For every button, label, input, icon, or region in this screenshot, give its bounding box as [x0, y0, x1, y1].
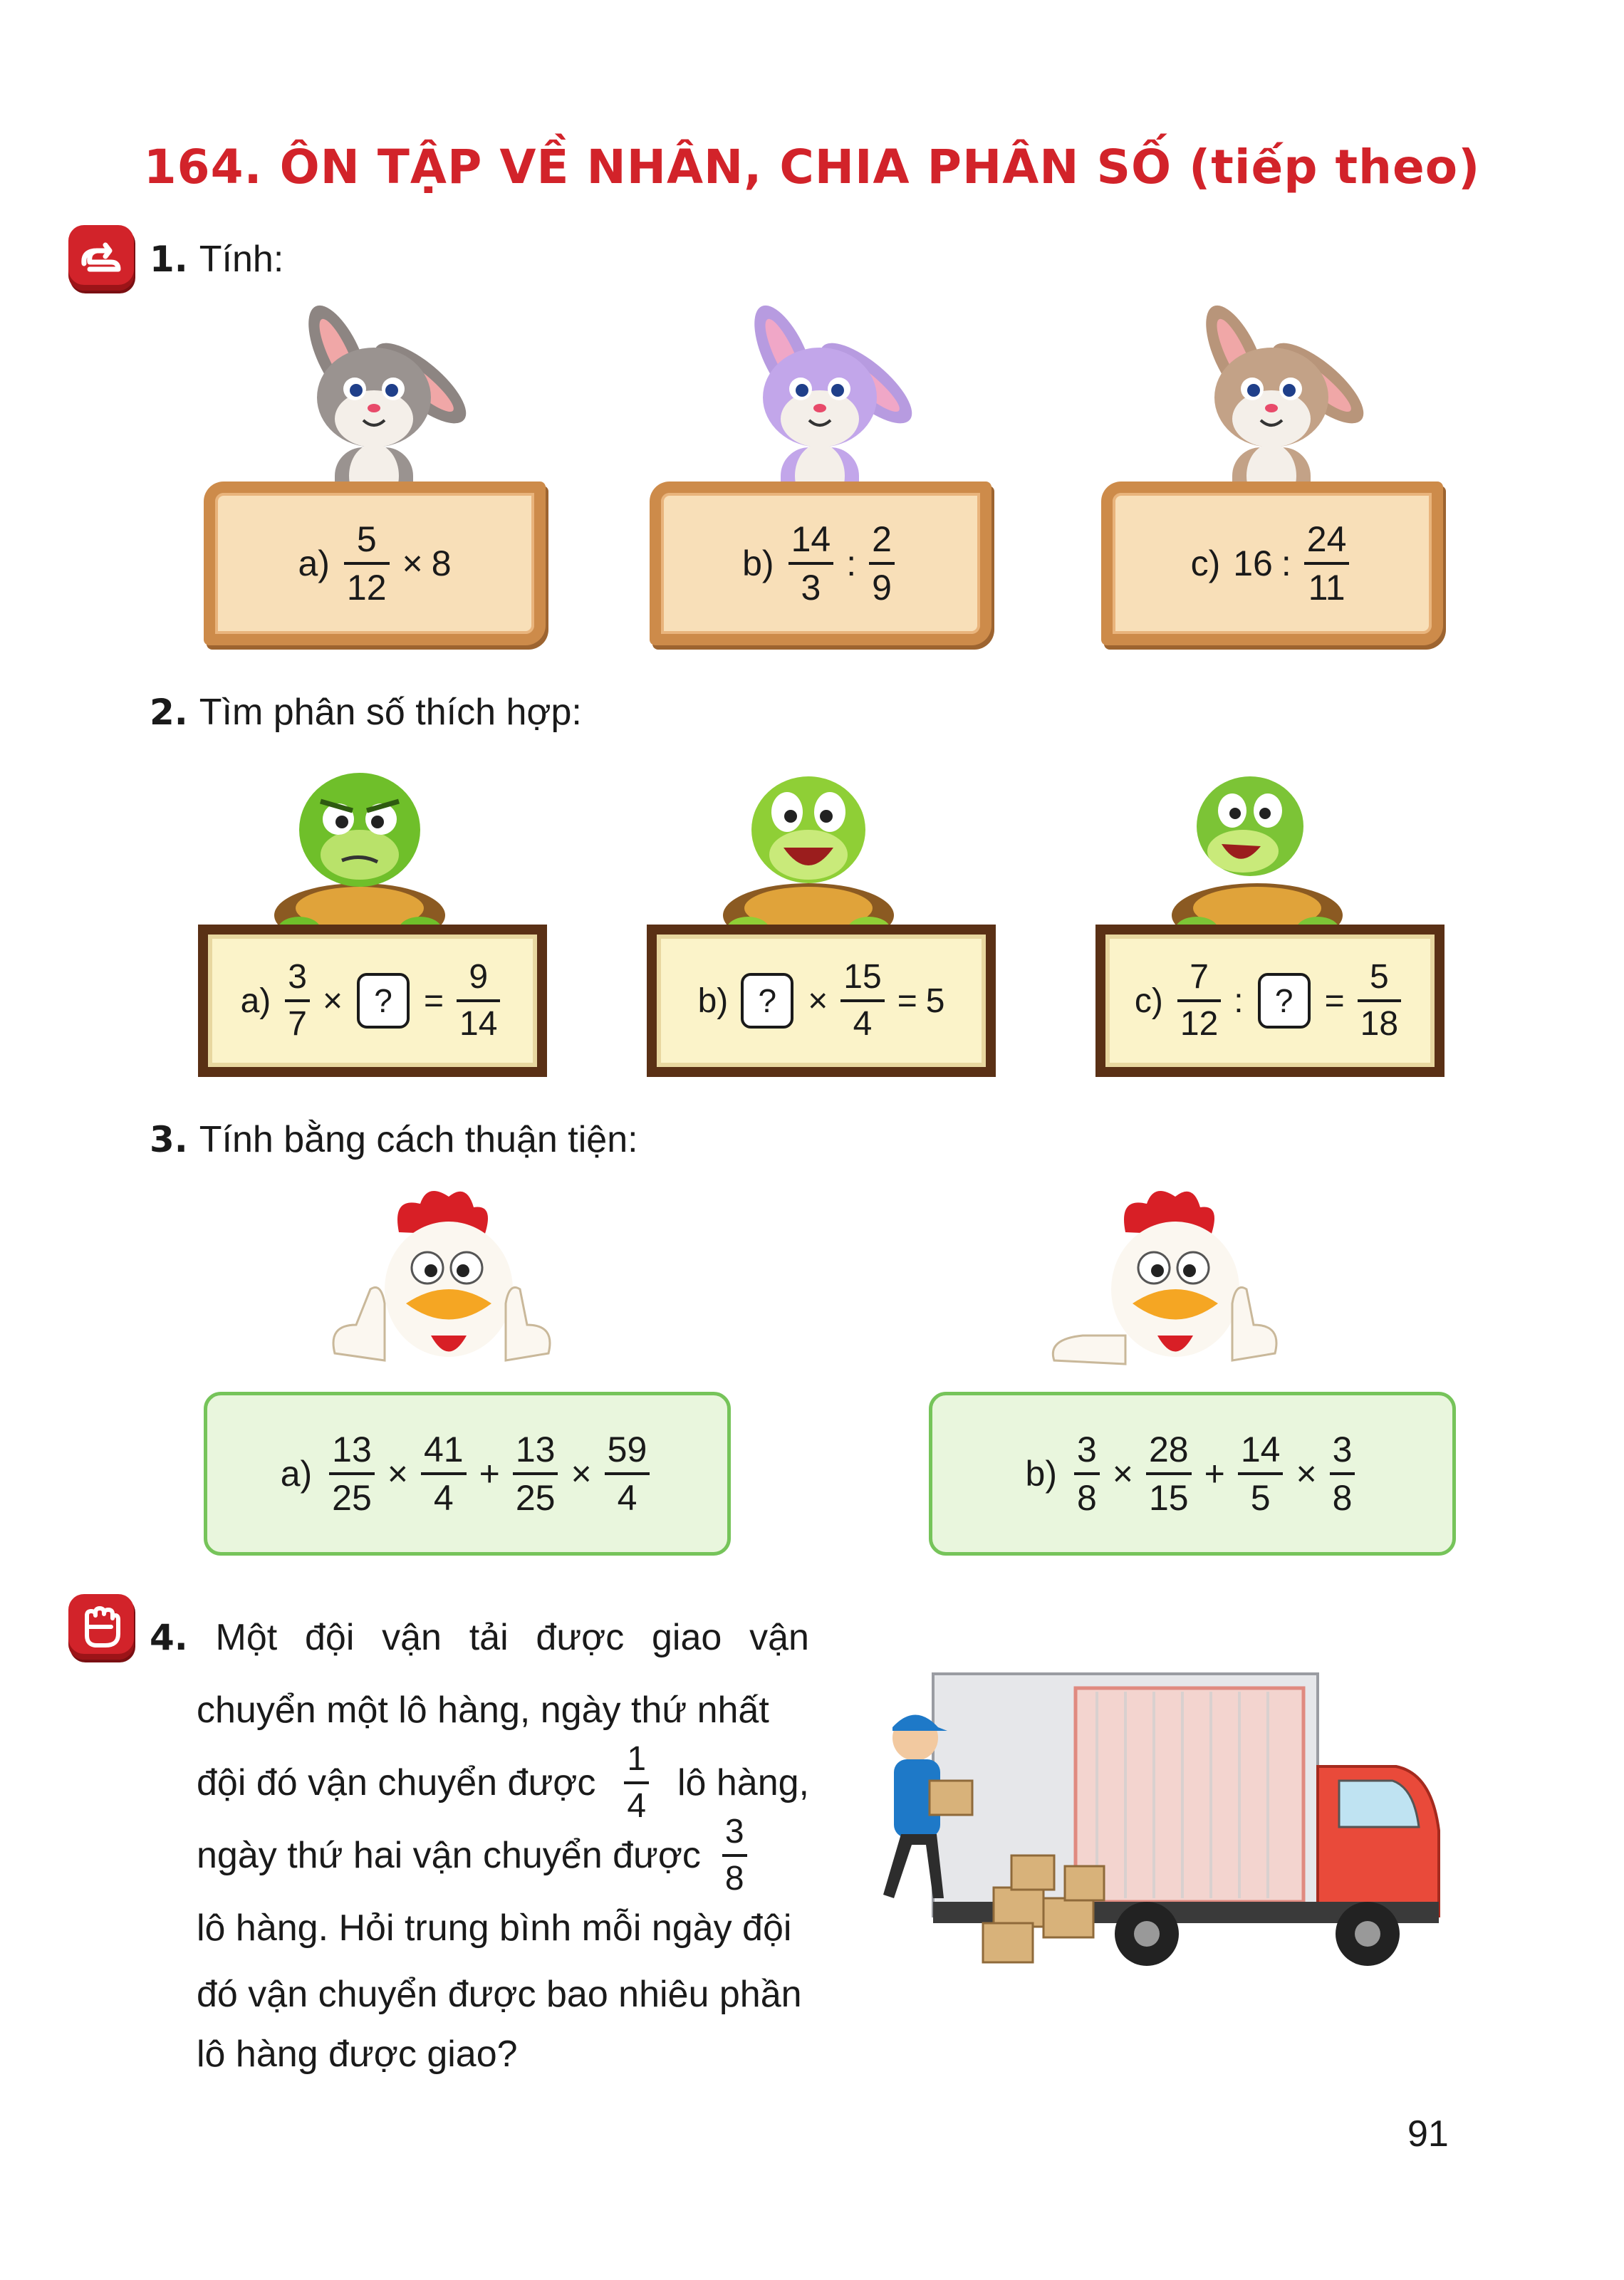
- practice-icon: [68, 225, 134, 291]
- problem-line-6: [197, 1964, 809, 2024]
- text: chuyển một lô hàng, ngày thứ nhất: [197, 1690, 769, 1731]
- delivery-truck-illustration: [869, 1660, 1460, 1994]
- problem-line-7: [197, 2024, 809, 2084]
- ex1-board-c: [1101, 481, 1443, 645]
- fraction: [457, 959, 500, 1043]
- word: giao: [652, 1617, 722, 1658]
- fraction: [1304, 521, 1350, 607]
- numerator: 9: [469, 957, 489, 996]
- denominator: 18: [1360, 1005, 1399, 1043]
- denominator: 4: [617, 1478, 637, 1518]
- text: lô hàng. Hỏi trung bình mỗi ngày đội: [197, 1907, 792, 1949]
- fraction: [624, 1739, 649, 1825]
- denominator: 11: [1308, 568, 1345, 608]
- word: Một: [215, 1617, 278, 1658]
- page-number: 91: [1407, 2113, 1449, 2155]
- exercise-4-number: 4.: [150, 1617, 188, 1658]
- operator: ×: [387, 1454, 408, 1494]
- problem-line-3: [197, 1739, 809, 1825]
- ex2-frame-b: [647, 925, 996, 1077]
- rooster-thumbs-up-illustration-2: [1040, 1182, 1339, 1417]
- fraction: [329, 1431, 375, 1517]
- denominator: 12: [1180, 1005, 1219, 1043]
- ex1-board-b: [650, 481, 991, 645]
- fraction: [1238, 1431, 1284, 1517]
- ex2-frame-c: [1095, 925, 1445, 1077]
- fraction: [869, 521, 895, 607]
- numerator: 28: [1149, 1429, 1189, 1469]
- ex2-a-label: a): [240, 982, 271, 1020]
- operator: ×: [1112, 1454, 1133, 1494]
- integer: 8: [431, 543, 452, 583]
- ex1-a-label: a): [298, 543, 330, 583]
- fraction: [1330, 1431, 1355, 1517]
- fraction: [1146, 1431, 1192, 1517]
- denominator: 12: [346, 568, 387, 608]
- denominator: 25: [515, 1478, 556, 1518]
- operator: ×: [571, 1454, 592, 1494]
- word: vận: [749, 1617, 809, 1658]
- fraction: [840, 959, 884, 1043]
- page-title: 164. ÔN TẬP VỀ NHÂN, CHIA PHÂN SỐ (tiếp theo): [143, 140, 1481, 194]
- problem-line-5: [197, 1892, 809, 1964]
- fraction: [605, 1431, 650, 1517]
- answer-box[interactable]: ?: [357, 973, 410, 1029]
- text: lô hàng được giao?: [197, 2034, 518, 2075]
- denominator: 25: [332, 1478, 372, 1518]
- ex1-c-label: c): [1190, 543, 1221, 583]
- numerator: 5: [356, 519, 377, 559]
- problem-line-4: [197, 1812, 809, 1898]
- fraction: [1358, 959, 1401, 1043]
- equals: =: [897, 982, 917, 1020]
- denominator: 3: [801, 568, 821, 608]
- numerator: 24: [1306, 519, 1347, 559]
- numerator: 59: [607, 1429, 647, 1469]
- numerator: 2: [872, 519, 892, 559]
- exercise-1-heading: [150, 238, 283, 281]
- denominator: 7: [288, 1005, 307, 1043]
- operator: +: [479, 1454, 500, 1494]
- operator: :: [1234, 982, 1244, 1020]
- numerator: 1: [627, 1739, 647, 1778]
- ex3-box-b: [929, 1392, 1456, 1556]
- equals: =: [1324, 982, 1345, 1020]
- word: tải: [469, 1617, 509, 1658]
- numerator: 13: [515, 1429, 556, 1469]
- numerator: 15: [843, 957, 882, 996]
- exercise-4-body: [197, 1674, 809, 2084]
- operator: ×: [322, 982, 343, 1020]
- denominator: 14: [459, 1005, 498, 1043]
- word: được: [536, 1617, 625, 1658]
- rooster-thumbs-up-illustration: [313, 1182, 613, 1417]
- application-fist-icon: [68, 1594, 134, 1660]
- operator: ×: [808, 982, 828, 1020]
- turtle-frowning-illustration: [264, 762, 456, 940]
- numerator: 3: [1332, 1429, 1353, 1469]
- exercise-3-text: Tính bằng cách thuận tiện:: [199, 1119, 638, 1160]
- integer: 5: [925, 982, 945, 1020]
- operator: ×: [402, 543, 423, 583]
- fraction: [421, 1431, 467, 1517]
- operator: +: [1204, 1454, 1225, 1494]
- denominator: 4: [433, 1478, 454, 1518]
- operator: :: [846, 543, 857, 583]
- numerator: 7: [1190, 957, 1209, 996]
- problem-line-2: [197, 1674, 809, 1747]
- answer-box[interactable]: ?: [741, 973, 793, 1029]
- fraction: [788, 521, 834, 607]
- exercise-1-number: 1.: [150, 239, 188, 280]
- text: đội đó vận chuyển được: [197, 1762, 596, 1803]
- fraction: [285, 959, 310, 1043]
- ex3-box-a: [204, 1392, 731, 1556]
- operator: ×: [1296, 1454, 1317, 1494]
- operator: :: [1281, 543, 1291, 583]
- ex1-board-a: [204, 481, 546, 645]
- exercise-2-number: 2.: [150, 692, 188, 733]
- numerator: 14: [791, 519, 831, 559]
- turtle-smiling-illustration: [712, 762, 905, 940]
- ex2-c-label: c): [1134, 982, 1163, 1020]
- text: đó vận chuyển được bao nhiêu phần: [197, 1974, 802, 2015]
- word: đội: [304, 1617, 355, 1658]
- denominator: 4: [853, 1005, 873, 1043]
- word: vận: [382, 1617, 442, 1658]
- ex3-b-label: b): [1025, 1454, 1057, 1494]
- numerator: 14: [1240, 1429, 1281, 1469]
- denominator: 4: [627, 1787, 647, 1825]
- turtle-happy-illustration: [1161, 762, 1353, 940]
- ex2-frame-a: [198, 925, 547, 1077]
- fraction: [1177, 959, 1221, 1043]
- numerator: 3: [1076, 1429, 1097, 1469]
- denominator: 8: [1332, 1478, 1353, 1518]
- problem-line-1: [150, 1601, 809, 1674]
- fraction: [722, 1814, 747, 1898]
- ex3-a-label: a): [280, 1454, 313, 1494]
- text: lô hàng,: [677, 1762, 809, 1803]
- denominator: 15: [1149, 1478, 1189, 1518]
- integer: 16: [1233, 543, 1273, 583]
- numerator: 13: [332, 1429, 372, 1469]
- fraction: [513, 1431, 558, 1517]
- denominator: 5: [1250, 1478, 1271, 1518]
- answer-box[interactable]: ?: [1258, 973, 1311, 1029]
- numerator: 41: [424, 1429, 464, 1469]
- ex2-b-label: b): [697, 982, 729, 1020]
- numerator: 5: [1370, 957, 1389, 996]
- numerator: 3: [288, 957, 307, 996]
- numerator: 3: [724, 1812, 744, 1850]
- fraction: [344, 521, 390, 607]
- exercise-2-heading: [150, 691, 582, 734]
- exercise-2-text: Tìm phân số thích hợp:: [199, 692, 582, 733]
- equals: =: [424, 982, 444, 1020]
- exercise-4-problem: [150, 1601, 809, 1674]
- ex1-b-label: b): [742, 543, 774, 583]
- denominator: 9: [872, 568, 892, 608]
- exercise-1-text: Tính:: [199, 239, 284, 280]
- text: ngày thứ hai vận chuyển được: [197, 1835, 701, 1876]
- exercise-3-heading: [150, 1118, 638, 1161]
- denominator: 8: [1076, 1478, 1097, 1518]
- exercise-3-number: 3.: [150, 1119, 188, 1160]
- denominator: 8: [724, 1860, 744, 1898]
- fraction: [1074, 1431, 1100, 1517]
